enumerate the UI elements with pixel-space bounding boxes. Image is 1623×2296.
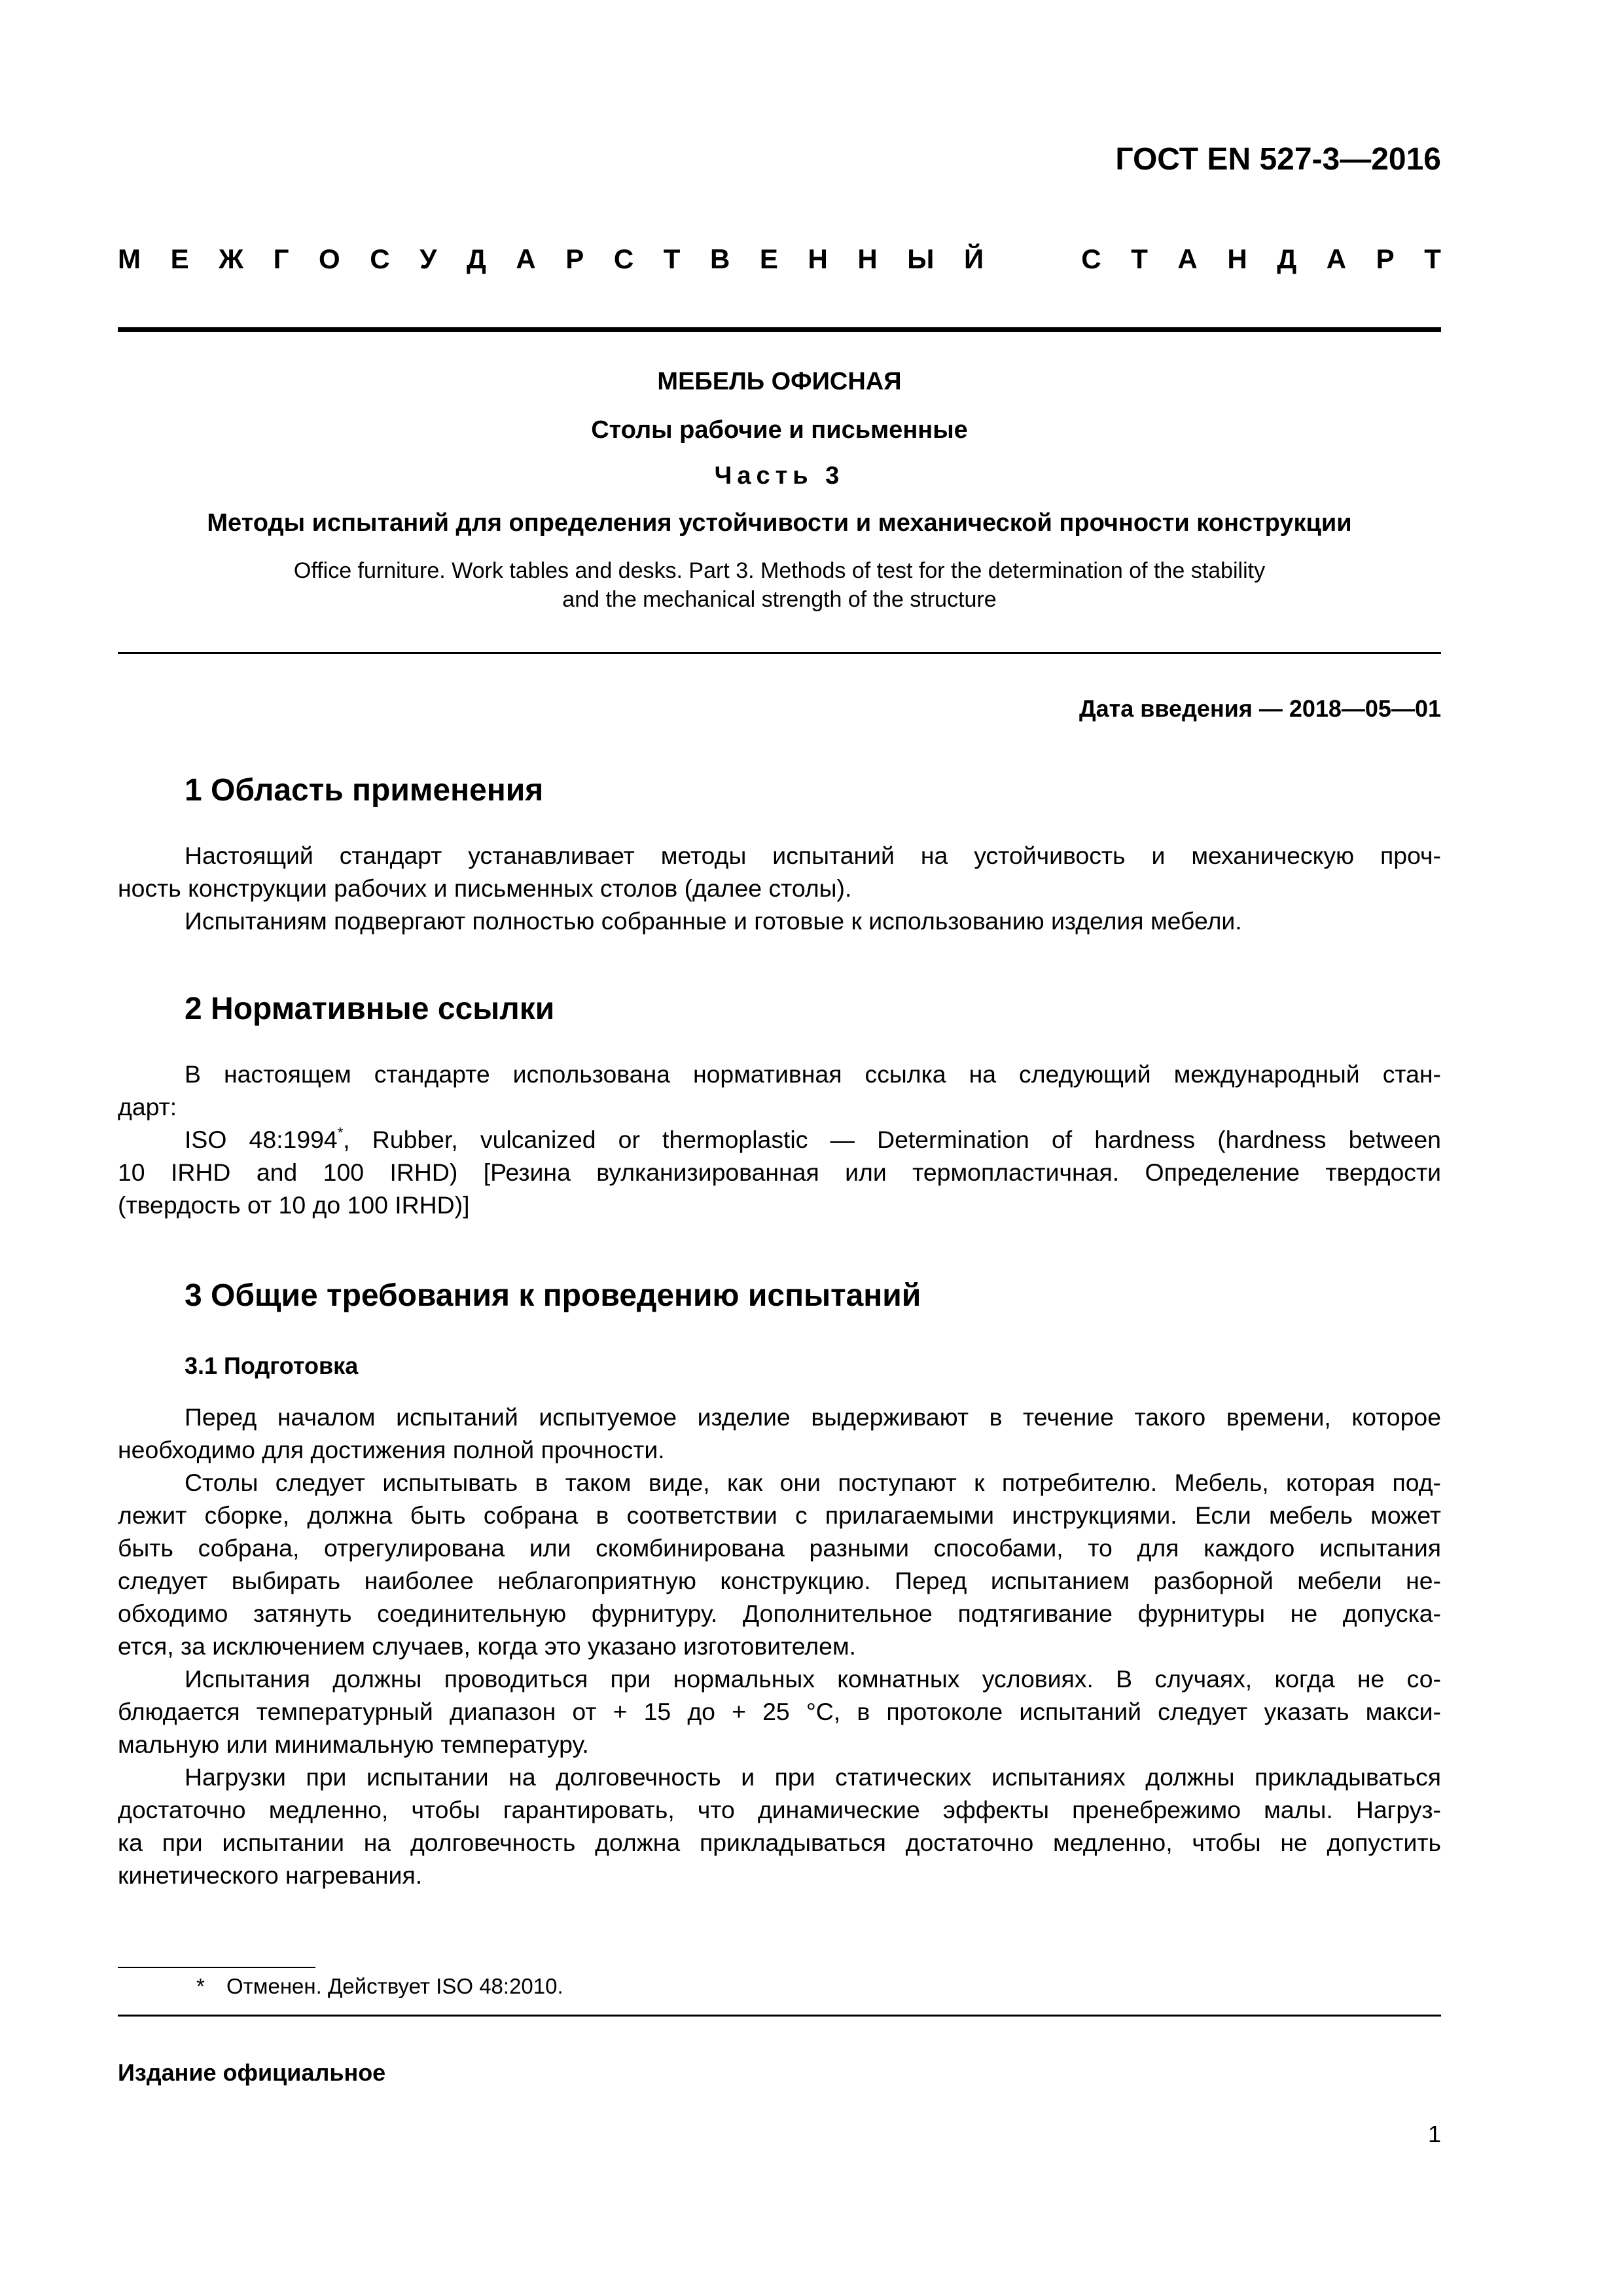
paragraph-line: кинетического нагревания. [118, 1861, 423, 1889]
interstate-standard-banner [118, 243, 1441, 275]
banner-letter: Н [1227, 243, 1247, 274]
footnote-mark: * [196, 1974, 205, 1998]
banner-letter: Е [170, 243, 189, 274]
paragraph-line: Настоящий стандарт устанавливает методы испытаний на устойчивость и механическую проч- [185, 842, 1441, 869]
banner-letter: Е [759, 243, 778, 274]
banner-spacer [1014, 243, 1052, 275]
section-heading: 3 Общие требования к проведению испытаний [185, 1278, 921, 1313]
title-sub: Столы рабочие и письменные [591, 416, 968, 444]
paragraph [118, 1058, 1441, 1221]
banner-letter: Р [565, 243, 584, 274]
paragraph-line: быть собрана, отрегулирована или скомбинирована разными способами, то для каждого испытания [118, 1534, 1441, 1562]
banner-letter: В [709, 243, 730, 274]
paragraph-line: дарт: [118, 1093, 177, 1121]
header-rule [118, 327, 1441, 332]
paragraph-line: 10 IRHD and 100 IRHD) [Резина вулканизированная или термопластичная. Определение твердости [118, 1158, 1441, 1186]
banner-letter: Й [963, 243, 984, 274]
banner-letter: А [1326, 243, 1347, 274]
banner-letter: Ы [907, 243, 935, 274]
reference-code: ISO 48:1994 [185, 1126, 338, 1153]
paragraph-line: Испытания должны проводиться при нормальных комнатных условиях. В случаях, когда не со- [185, 1665, 1441, 1693]
paragraph-line: ка при испытании на долговечность должна прикладываться достаточно медленно, чтобы не допустить [118, 1829, 1441, 1856]
title-methods: Методы испытаний для определения устойчивости и механической прочности конструкции [207, 509, 1352, 537]
footnote-rule [118, 1967, 315, 1968]
page-number: 1 [1427, 2121, 1441, 2147]
banner-letter: У [419, 243, 437, 274]
paragraph-line: ется, за исключением случаев, когда это указано изготовителем. [118, 1632, 857, 1660]
banner-letter: Ж [219, 243, 244, 274]
paragraph-line: Перед началом испытаний испытуемое изделие выдерживают в течение такого времени, которое [185, 1403, 1441, 1431]
banner-letter: Д [466, 243, 486, 274]
banner-letter: Т [1424, 243, 1441, 274]
footnote [196, 1974, 563, 1999]
banner-letter: Т [1131, 243, 1148, 274]
paragraph-line: (твердость от 10 до 100 IRHD)] [118, 1191, 470, 1219]
paragraph-line: Нагрузки при испытании на долговечность и при статических испытаниях должны прикладываться [185, 1763, 1441, 1791]
paragraph-line: достаточно медленно, чтобы гарантировать, что динамические эффекты пренебрежимо малы. Нагруз- [118, 1796, 1441, 1823]
edition-label: Издание официальное [118, 2059, 386, 2086]
paragraph [118, 839, 1441, 937]
paragraph-line: Испытаниям подвергают полностью собранные и готовые к использованию изделия мебели. [185, 907, 1242, 935]
paragraph-line: В настоящем стандарте использована нормативная ссылка на следующий международный стан- [185, 1060, 1441, 1088]
footnote-text: Отменен. Действует ISO 48:2010. [226, 1974, 563, 1998]
section-heading: 2 Нормативные ссылки [185, 992, 555, 1026]
footnote-marker: * [337, 1124, 344, 1141]
banner-letter: С [1081, 243, 1101, 274]
banner-letter: С [613, 243, 634, 274]
banner-letter: Н [808, 243, 828, 274]
title-part: Часть 3 [714, 462, 845, 490]
banner-letter: С [370, 243, 390, 274]
reference-title: , Rubber, vulcanized or thermoplastic — Determination of hardness (hardness between [343, 1126, 1441, 1153]
standard-designation: ГОСТ EN 527-3—2016 [1115, 142, 1441, 177]
title-main: МЕБЕЛЬ ОФИСНАЯ [657, 368, 902, 395]
paragraph-line: обходимо затянуть соединительную фурнитуру. Дополнительное подтягивание фурнитуры не допуска- [118, 1600, 1441, 1627]
paragraph-line: необходимо для достижения полной прочности. [118, 1436, 665, 1463]
paragraph-line: мальную или минимальную температуру. [118, 1731, 589, 1758]
banner-letter: Р [1376, 243, 1395, 274]
section-heading: 1 Область применения [185, 773, 544, 808]
subsection-heading: 3.1 Подготовка [185, 1352, 359, 1379]
banner-letter: О [319, 243, 340, 274]
paragraph-line: блюдается температурный диапазон от + 15 до + 25 °C, в протоколе испытаний следует указать макси- [118, 1698, 1441, 1725]
banner-letter: Д [1277, 243, 1297, 274]
footer-rule [118, 2015, 1441, 2017]
banner-letter: Н [857, 243, 878, 274]
banner-letter: М [118, 243, 141, 274]
banner-letter: А [1177, 243, 1198, 274]
title-rule [118, 652, 1441, 654]
banner-letter: А [516, 243, 536, 274]
paragraph-line: лежит сборке, должна быть собрана в соответствии с прилагаемыми инструкциями. Если мебель может [118, 1501, 1441, 1529]
introduction-date: Дата введения — 2018—05—01 [1079, 695, 1441, 722]
title-english-line: Office furniture. Work tables and desks. Part 3. Methods of test for the determination of the stability [293, 558, 1266, 583]
paragraph-line: ность конструкции рабочих и письменных столов (далее столы). [118, 874, 852, 902]
paragraph-line: следует выбирать наиболее неблагоприятную конструкцию. Перед испытанием разборной мебели не- [118, 1567, 1441, 1594]
paragraph-line: Столы следует испытывать в таком виде, как они поступают к потребителю. Мебель, которая под- [185, 1469, 1441, 1496]
banner-letter: Г [273, 243, 289, 274]
reference-line [118, 1123, 1441, 1156]
title-english-line: and the mechanical strength of the structure [562, 587, 997, 612]
title-english [118, 556, 1441, 614]
paragraph [118, 1401, 1441, 1892]
banner-letter: Т [663, 243, 681, 274]
